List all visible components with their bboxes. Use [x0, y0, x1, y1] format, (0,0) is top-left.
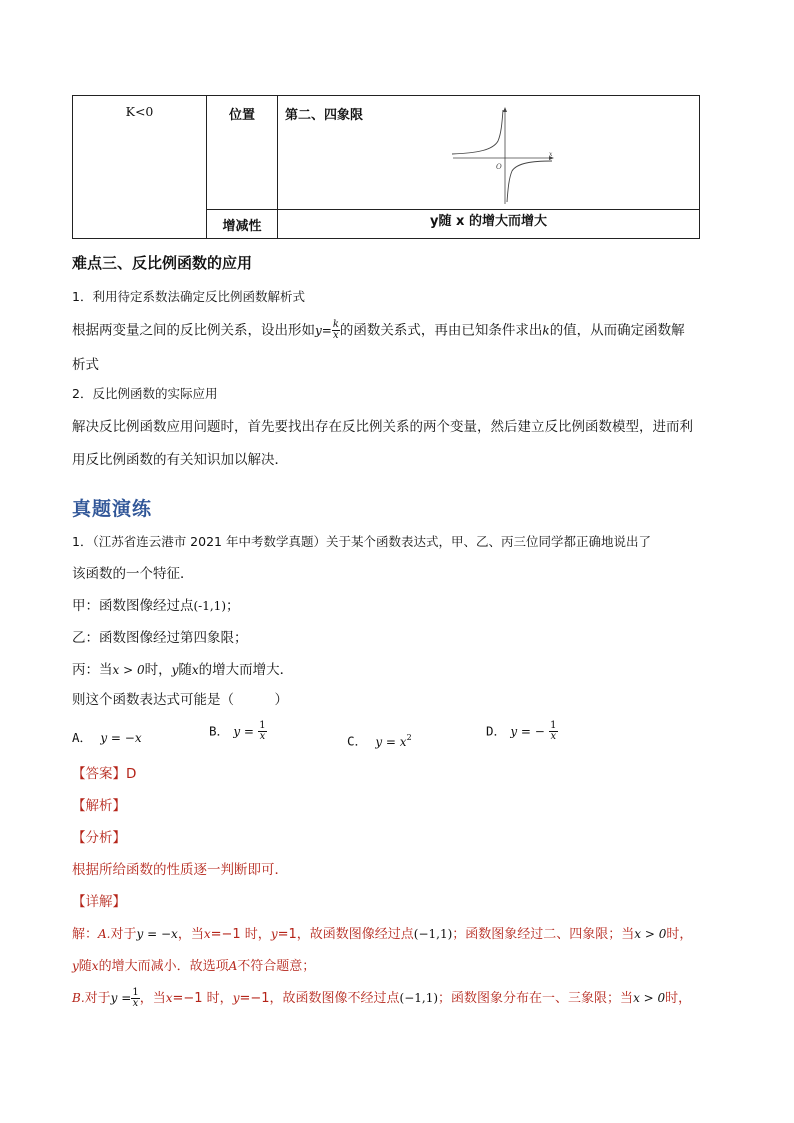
detail-a2-text-1: 随 — [78, 959, 92, 974]
detail-b-denominator: x — [132, 998, 139, 1009]
detail-a-text-2: ，当 — [177, 927, 204, 942]
detail-a-text-5: ；函数图象经过二、四象限；当 — [452, 927, 635, 942]
option-a-formula: y = −x — [100, 731, 142, 745]
detail-a-y: y — [270, 927, 278, 941]
item-1-body-part-b: 的函数关系式，再由已知条件求出 — [339, 322, 543, 339]
answer-tag: 【答案】D — [72, 766, 137, 782]
option-d[interactable] — [486, 721, 558, 742]
option-d-numerator: 1 — [550, 720, 557, 731]
detail-a2-y: y — [72, 959, 79, 973]
question-1-ask: 则这个函数表达式可能是（ ） — [72, 692, 288, 708]
detail-b-text-6: 时， — [665, 991, 692, 1006]
detail-a2-text-2: 的增大而减小．故选项 — [98, 959, 229, 974]
quadrant-text: 第二、四象限 — [285, 108, 364, 123]
x-axis-label: x — [549, 151, 553, 158]
section-3-item-2-body-1: 解决反比例函数应用问题时，首先要找出存在反比例关系的两个变量，然后建立反比例函数模型，进而利 — [72, 419, 693, 435]
bing-x: x — [191, 663, 199, 677]
fenxi-text: 根据所给函数的性质逐一判断即可． — [72, 862, 288, 878]
detail-b-point: (−1,1) — [399, 991, 439, 1005]
item-1-formula-fraction — [332, 320, 340, 341]
monotonic-value-cell — [278, 210, 700, 239]
quadrant-cell — [278, 96, 700, 210]
statement-bing — [72, 660, 293, 680]
detail-b-text-4: =−1，故函数图像不经过点 — [239, 991, 400, 1006]
detail-b-text-2: ，当 — [139, 991, 166, 1006]
bing-text-b: 时， — [144, 662, 172, 678]
analysis-tag: 【解析】 — [72, 798, 126, 814]
item-1-formula-lhs: y= — [315, 323, 332, 338]
option-a[interactable] — [72, 728, 142, 748]
jia-text: 甲：函数图像经过点 — [72, 598, 194, 614]
position-label-cell — [207, 96, 278, 210]
detail-a-point: (−1,1) — [413, 927, 453, 941]
option-b-lhs: y = — [233, 724, 254, 739]
detail-b-fraction — [131, 988, 139, 1009]
option-b-denominator: x — [259, 731, 266, 742]
position-label: 位置 — [228, 108, 255, 123]
section-3-item-2-title: 2．反比例函数的实际应用 — [72, 386, 218, 401]
detail-a-text-3: =−1 时， — [210, 927, 271, 942]
detail-a-text-1: 对于 — [110, 927, 137, 942]
origin-label: O — [496, 163, 502, 171]
section-3-item-1-body-cont: 析式 — [72, 357, 99, 373]
option-c-exponent: 2 — [406, 733, 412, 742]
detail-a-formula: y = −x — [136, 927, 178, 941]
option-c-formula: y = x — [375, 734, 407, 749]
monotonic-label: 增减性 — [222, 218, 262, 234]
bing-text-c: 随 — [178, 662, 192, 678]
bing-text-a: 丙：当 — [72, 662, 113, 678]
detail-b-lhs: y = — [110, 991, 132, 1005]
statement-yi: 乙：函数图像经过第四象限； — [72, 630, 248, 646]
practice-heading: 真题演练 — [72, 498, 153, 520]
monotonic-label-cell — [207, 210, 278, 239]
option-b-numerator: 1 — [259, 720, 266, 731]
properties-table — [72, 95, 700, 239]
detail-b-y: y — [232, 991, 240, 1005]
option-b-label: B． — [209, 723, 230, 739]
detail-a2-x: x — [91, 959, 99, 973]
section-3-item-1-title: 1．利用待定系数法确定反比例函数解析式 — [72, 289, 305, 304]
question-1-line-2: 该函数的一个特征． — [72, 566, 194, 582]
option-c[interactable] — [347, 728, 412, 752]
detail-a-condition: x > 0 — [634, 927, 667, 941]
option-d-denominator: x — [550, 731, 557, 742]
hyperbola-graph — [448, 106, 558, 206]
jia-end: ； — [226, 598, 240, 614]
option-b[interactable] — [209, 721, 267, 742]
option-d-fraction — [549, 721, 557, 742]
item-1-k: k — [542, 323, 550, 338]
fenxi-tag: 【分析】 — [72, 830, 126, 846]
detail-line-b — [72, 988, 691, 1009]
detail-b-numerator: 1 — [132, 987, 139, 998]
detail-a-text-6: 时， — [666, 927, 693, 942]
option-a-label: A． — [72, 730, 93, 745]
y-axis-arrow — [503, 107, 507, 112]
k-condition-cell — [73, 96, 207, 239]
question-1-line-1: 1．（江苏省连云港市 2021 年中考数学真题）关于某个函数表达式，甲、乙、丙三位同学都正确地说出了 — [72, 534, 651, 549]
option-d-lhs: y = − — [510, 724, 545, 739]
detail-a-text-4: =1，故函数图像经过点 — [277, 927, 414, 942]
detail-b-label: B. — [72, 991, 85, 1005]
option-c-label: C． — [347, 733, 368, 749]
option-d-label: D． — [486, 723, 507, 739]
detail-a2-option: A — [228, 959, 238, 973]
detail-a-x: x — [203, 927, 211, 941]
detail-b-text-5: ；函数图象分布在一、三象限；当 — [438, 991, 634, 1006]
item-1-body-part-c: 的值，从而确定函数解 — [549, 322, 685, 339]
hyperbola-branch-quadrant-2 — [452, 110, 503, 154]
detail-a2-text-3: 不符合题意； — [237, 959, 316, 974]
detail-b-text-1: 对于 — [84, 991, 111, 1006]
section-3-item-2-body-2: 用反比例函数的有关知识加以解决． — [72, 452, 288, 468]
detail-solution-prefix: 解： — [72, 927, 99, 942]
bing-text-d: 的增大而增大． — [198, 662, 294, 678]
section-3-title: 难点三、反比例函数的应用 — [72, 254, 253, 272]
detail-line-a-cont — [72, 956, 315, 977]
bing-condition: x > 0 — [112, 663, 145, 677]
hyperbola-branch-quadrant-4 — [507, 161, 552, 202]
detail-line-a — [72, 924, 692, 945]
detail-b-x: x — [165, 991, 173, 1005]
detail-a-label: A. — [98, 927, 111, 941]
fraction-denominator: x — [333, 330, 339, 341]
item-1-body-part-a: 根据两变量之间的反比例关系，设出形如 — [72, 322, 315, 339]
jia-point: (-1,1) — [193, 599, 227, 613]
fraction-numerator: k — [332, 319, 339, 330]
detail-tag: 【详解】 — [72, 894, 126, 910]
statement-jia — [72, 596, 240, 616]
detail-b-condition: x > 0 — [633, 991, 666, 1005]
section-3-item-1-body — [72, 320, 685, 341]
detail-b-text-3: =−1 时， — [172, 991, 233, 1006]
bing-y: y — [171, 663, 179, 677]
option-b-fraction — [258, 721, 266, 742]
monotonic-value: y随 x 的增大而增大 — [430, 214, 547, 229]
k-condition-label: K<0 — [125, 104, 154, 119]
